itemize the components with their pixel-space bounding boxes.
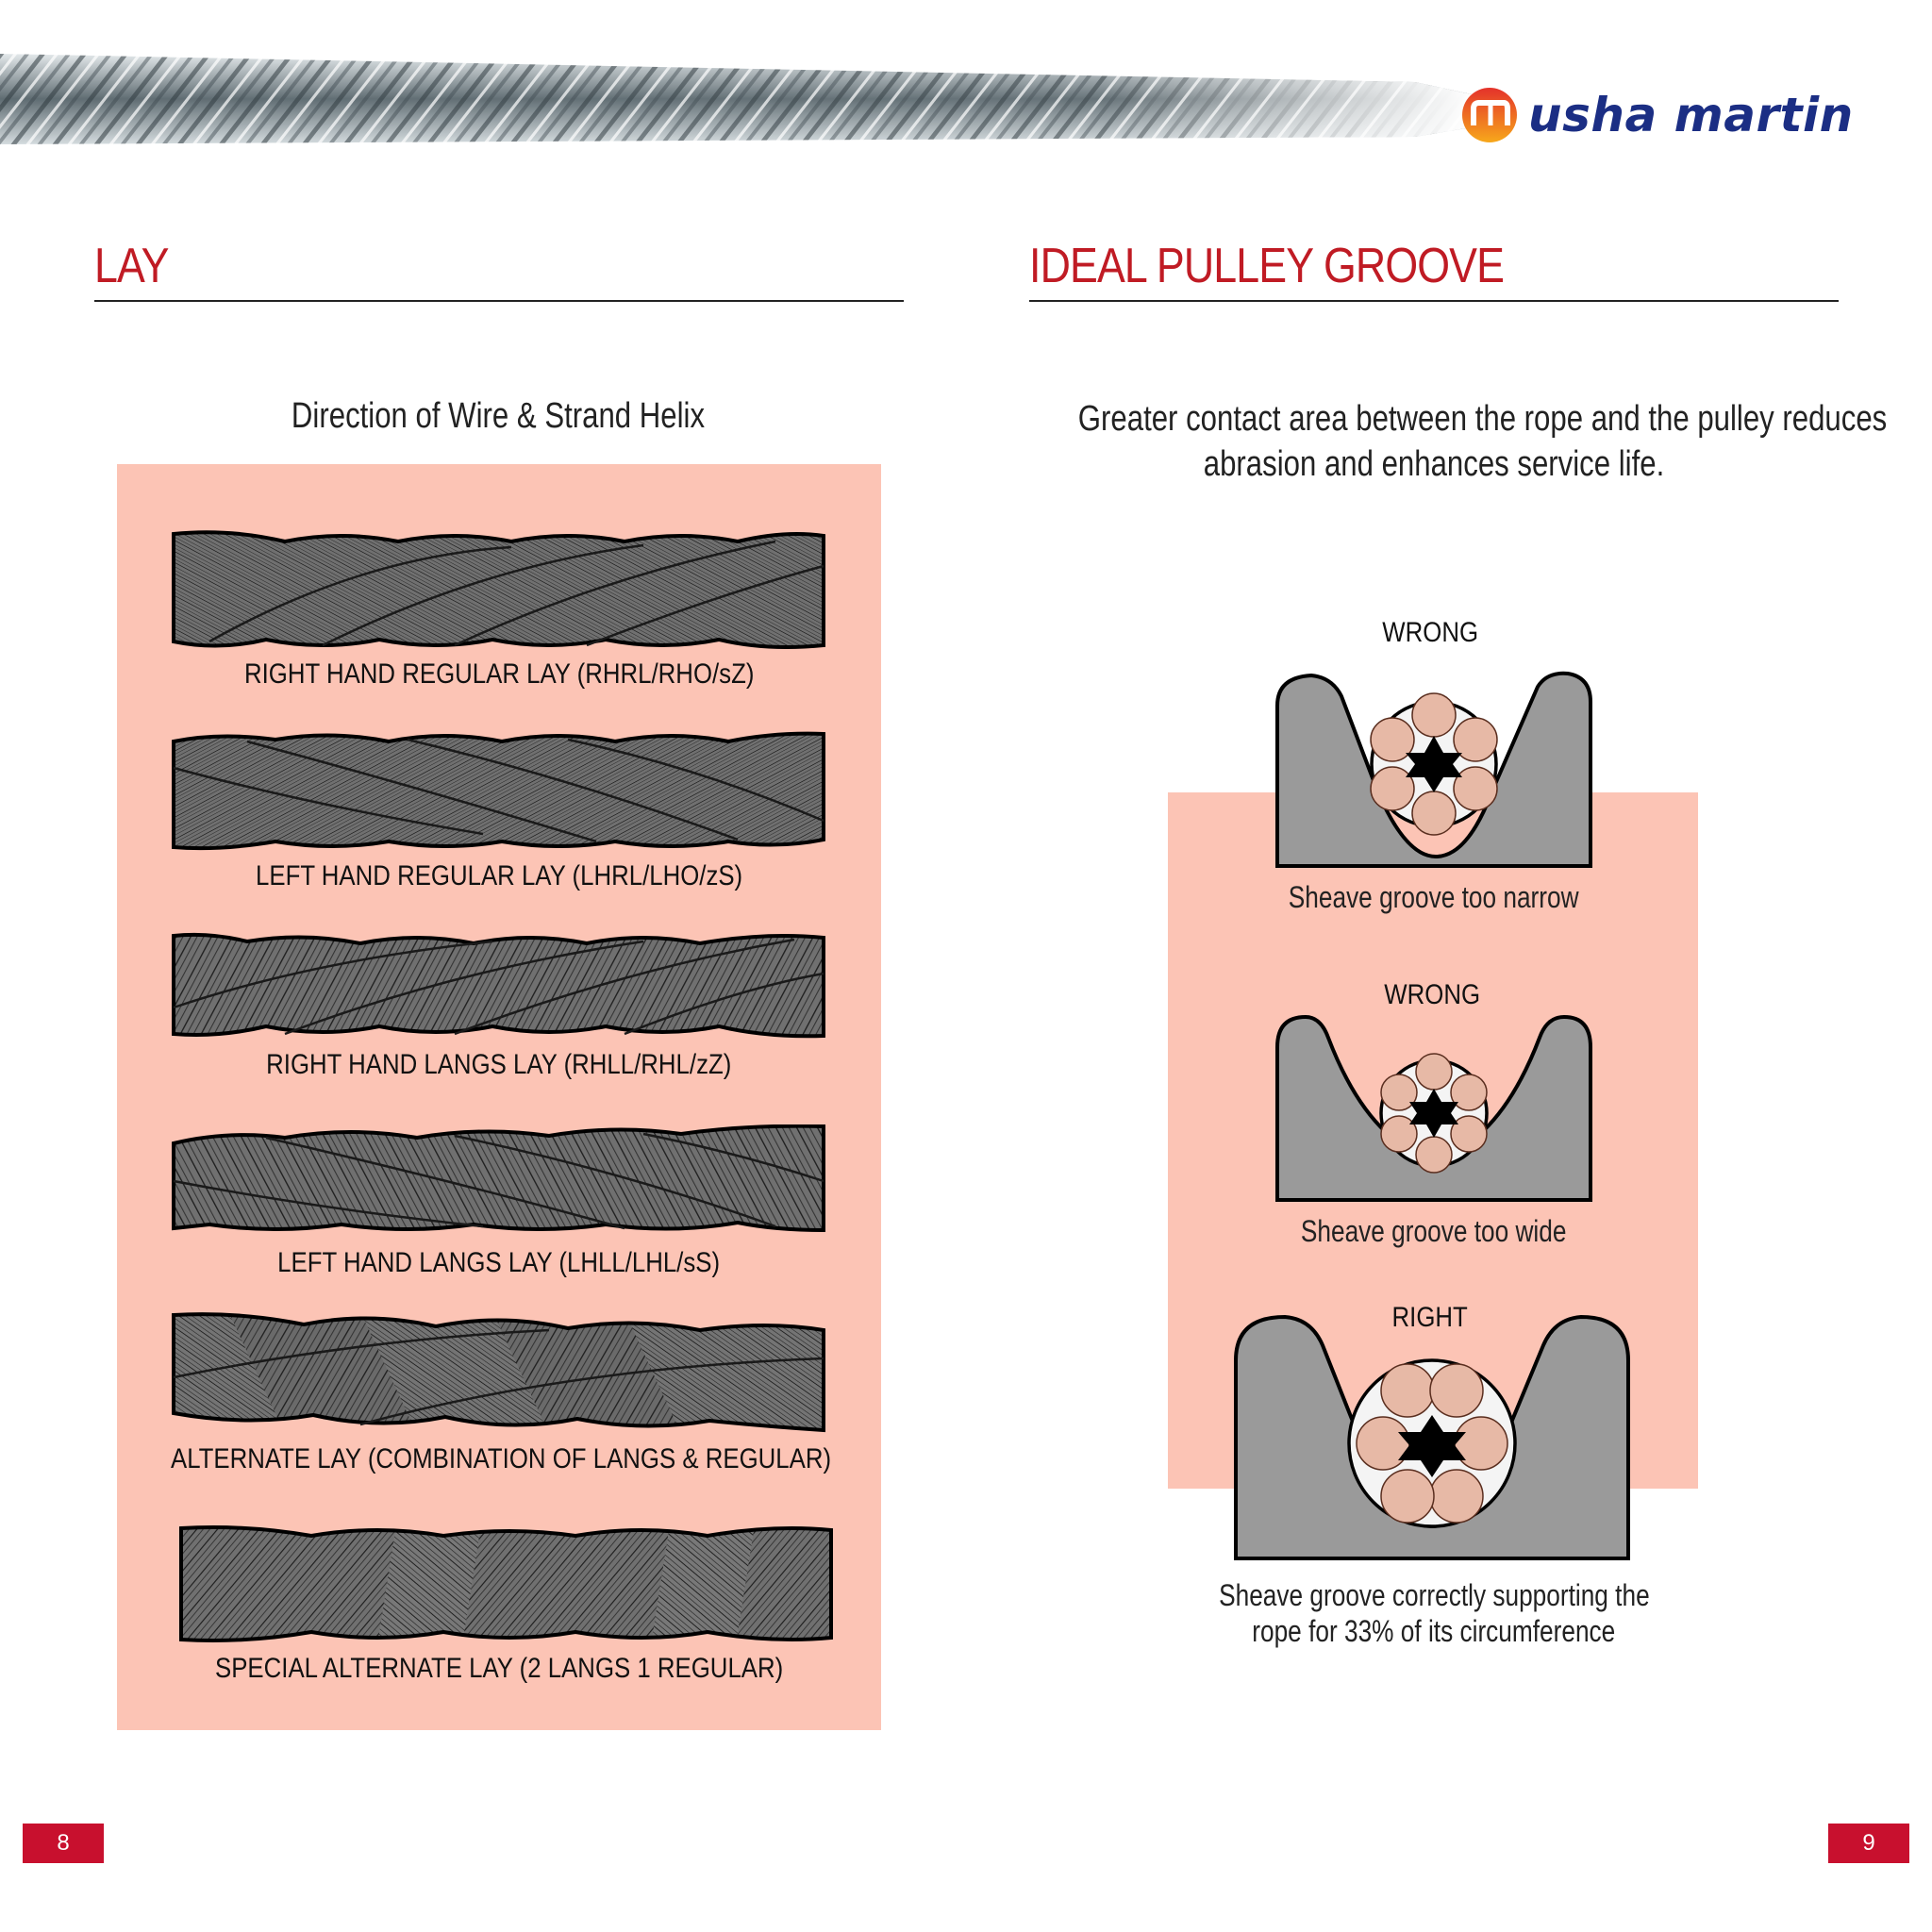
page-number-right: 9	[1828, 1824, 1909, 1863]
pulley-groove-heading: IDEAL PULLEY GROOVE	[1029, 239, 1505, 293]
usha-martin-logo-icon	[1460, 86, 1519, 144]
lay-subtitle: Direction of Wire & Strand Helix	[291, 396, 706, 436]
lay-label: RIGHT HAND LANGS LAY (RHLL/RHL/zZ)	[266, 1049, 732, 1080]
rope-right-hand-regular-lay	[172, 528, 825, 651]
sheave-groove-correct	[1232, 1313, 1632, 1562]
rope-left-hand-langs-lay	[172, 1124, 825, 1236]
pulley-groove-heading-rule	[1029, 300, 1839, 302]
groove-caption: Sheave groove correctly supporting the rope for 33% of its circumference	[1218, 1578, 1650, 1648]
rope-right-hand-langs-lay	[172, 932, 825, 1040]
lay-heading-rule	[94, 300, 904, 302]
groove-caption: Sheave groove too wide	[1301, 1214, 1567, 1248]
lay-label: ALTERNATE LAY (COMBINATION OF LANGS & REGULAR)	[170, 1443, 832, 1474]
lay-heading: LAY	[94, 239, 169, 293]
lay-label: LEFT HAND REGULAR LAY (LHRL/LHO/zS)	[255, 860, 743, 891]
groove-caption: Sheave groove too narrow	[1289, 880, 1579, 914]
groove-status: WRONG	[1384, 979, 1480, 1010]
lay-label: SPECIAL ALTERNATE LAY (2 LANGS 1 REGULAR)	[214, 1653, 784, 1684]
brand-name: usha martin	[1528, 88, 1854, 142]
description-line: abrasion and enhances service life.	[1203, 444, 1665, 484]
page-number-left: 8	[23, 1824, 104, 1863]
groove-status: RIGHT	[1391, 1302, 1469, 1333]
brand-logo	[1460, 77, 1875, 153]
sheave-groove-too-narrow	[1274, 668, 1594, 870]
rope-left-hand-regular-lay	[172, 730, 825, 851]
pulley-groove-description	[1000, 396, 1888, 487]
lay-label: LEFT HAND LANGS LAY (LHLL/LHL/sS)	[277, 1247, 721, 1278]
rope-special-alternate-lay	[179, 1524, 833, 1645]
wire-rope-banner	[0, 52, 1472, 146]
groove-status: WRONG	[1382, 617, 1478, 648]
rope-alternate-lay	[172, 1311, 825, 1434]
description-line: Greater contact area between the rope and the pulley reduces	[1077, 399, 1888, 439]
sheave-groove-too-wide	[1274, 1009, 1594, 1204]
lay-label: RIGHT HAND REGULAR LAY (RHRL/RHO/sZ)	[243, 658, 755, 690]
